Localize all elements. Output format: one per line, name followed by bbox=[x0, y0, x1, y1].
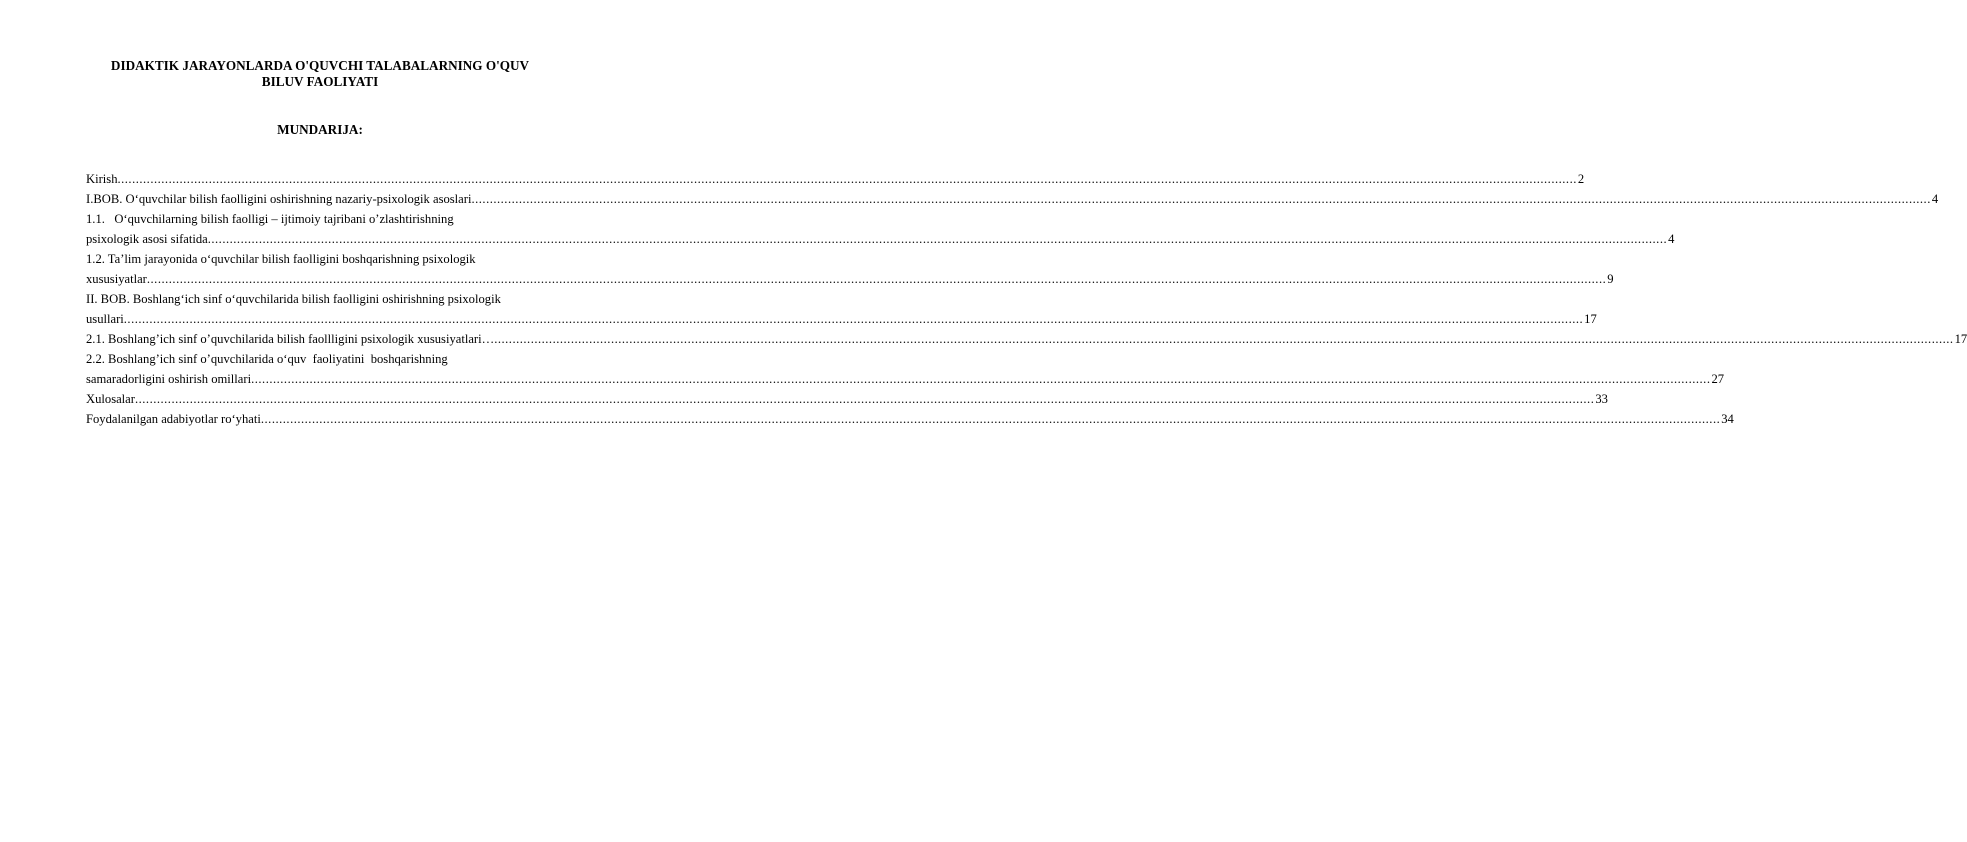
toc-entry-text: II. BOB. Boshlang‘ich sinf o‘quvchilarida bilish faolligini oshirishning psixologik bbox=[86, 292, 501, 306]
toc-entry bbox=[86, 209, 555, 229]
dot-leader: ................................................................................................................................................................................................................................................................................................................................................................................................................ bbox=[123, 312, 1584, 326]
document-title bbox=[60, 58, 580, 90]
toc-page-number: 9 bbox=[1607, 272, 1614, 286]
toc-page-number: 4 bbox=[1668, 232, 1675, 246]
dot-leader: ................................................................................................................................................................................................................................................................................................................................................................................................................ bbox=[471, 192, 1931, 206]
toc-entry-text: I.BOB. O‘quvchilar bilish faolligini oshirishning nazariy-psixologik asoslari bbox=[86, 192, 472, 206]
toc-page-number: 34 bbox=[1721, 412, 1734, 426]
toc-entry bbox=[86, 269, 1614, 289]
dot-leader: ................................................................................................................................................................................................................................................................................................................................................................................................................ bbox=[117, 172, 1577, 186]
toc-page-number: 17 bbox=[1954, 332, 1967, 346]
toc-page-number: 2 bbox=[1577, 172, 1585, 186]
toc-page-number: 27 bbox=[1711, 372, 1725, 386]
toc-entry-text: 1.1. O‘quvchilarning bilish faolligi – ijtimoiy tajribani o’zlashtirishning bbox=[86, 212, 454, 226]
toc-entry bbox=[86, 389, 1608, 409]
toc-entry-text: 2.2. Boshlang’ich sinf o’quvchilarida o‘quv faoliyatini boshqarishning bbox=[86, 352, 448, 366]
toc-entry bbox=[86, 309, 1597, 329]
dot-leader: ................................................................................................................................................................................................................................................................................................................................................................................................................ bbox=[146, 272, 1607, 286]
toc-entry bbox=[86, 229, 1675, 249]
toc-entry-text: 1.2. Ta’lim jarayonida o‘quvchilar bilish faolligini boshqarishning psixologik bbox=[86, 252, 476, 266]
toc-entry-text: 2.1. Boshlang’ich sinf o’quvchilarida bilish faollligini psixologik xususiyatlari… bbox=[86, 332, 495, 346]
title-line-1: DIDAKTIK JARAYONLARDA O'QUVCHI TALABALARNING O'QUV bbox=[110, 58, 530, 73]
dot-leader: ................................................................................................................................................................................................................................................................................................................................................................................................................ bbox=[251, 372, 1711, 386]
title-line-2: BILUV FAOLIYATI bbox=[261, 74, 379, 89]
toc-entry bbox=[86, 409, 1734, 429]
toc-page-number: 17 bbox=[1584, 312, 1597, 326]
dot-leader: ................................................................................................................................................................................................................................................................................................................................................................................................................ bbox=[260, 412, 1721, 426]
toc-entry bbox=[86, 369, 1725, 389]
dot-leader: ................................................................................................................................................................................................................................................................................................................................................................................................................ bbox=[134, 392, 1595, 406]
toc-entry-text: samaradorligini oshirish omillari bbox=[86, 372, 252, 386]
toc-entry bbox=[86, 249, 555, 269]
toc-entry bbox=[86, 289, 555, 309]
toc-entry-text: Foydalanilgan adabiyotlar ro‘yhati bbox=[86, 412, 261, 426]
table-of-contents bbox=[86, 169, 1967, 429]
toc-entry-text: Kirish bbox=[86, 172, 118, 186]
contents-heading: MUNDARIJA: bbox=[277, 122, 363, 137]
toc-entry-text: usullari bbox=[86, 312, 124, 326]
toc-entry bbox=[86, 169, 1585, 189]
toc-entry-text: psixologik asosi sifatida bbox=[86, 232, 208, 246]
toc-entry bbox=[86, 189, 1939, 209]
dot-leader: ................................................................................................................................................................................................................................................................................................................................................................................................................ bbox=[494, 332, 1954, 346]
toc-entry-text: Xulosalar bbox=[86, 392, 135, 406]
toc-entry bbox=[86, 329, 1967, 349]
toc-entry-text: xususiyatlar bbox=[86, 272, 147, 286]
toc-page-number: 4 bbox=[1931, 192, 1939, 206]
toc-page-number: 33 bbox=[1595, 392, 1608, 406]
toc-entry bbox=[86, 349, 555, 369]
dot-leader: ................................................................................................................................................................................................................................................................................................................................................................................................................ bbox=[207, 232, 1668, 246]
